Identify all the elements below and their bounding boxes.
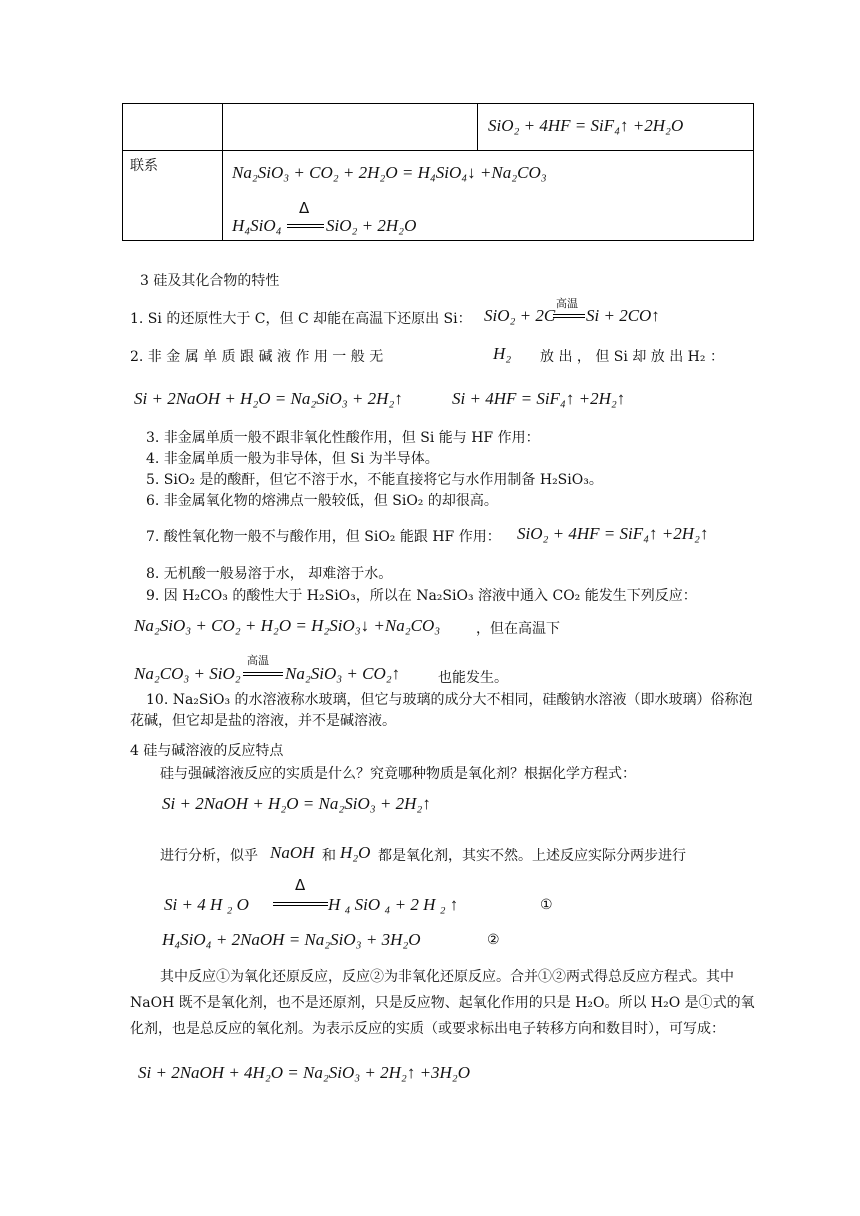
heat-condition: Δ: [295, 876, 306, 894]
analysis-naoh: NaOH: [270, 843, 315, 862]
final-equation: Si + 2NaOH + 4H₂O = Na₂SiO₃ + 2H₂↑ +3H₂O: [138, 1063, 470, 1082]
table-row2-label: 联系: [130, 158, 158, 174]
item1-eq-left: SiO₂ + 2C: [484, 306, 556, 325]
table-row2-equation-1: Na₂SiO₃ + CO₂ + 2H₂O = H₄SiO₄↓ +Na₂CO₃: [232, 163, 547, 182]
item9: 9. 因 H₂CO₃ 的酸性大于 H₂SiO₃，所以在 Na₂SiO₃ 溶液中通入 CO₂ 能发生下列反应：: [146, 588, 697, 604]
section4-heading: 4 硅与碱溶液的反应特点: [130, 743, 284, 759]
equilibrium-bar: [243, 672, 283, 676]
item5: 5. SiO₂ 是的酸酐，但它不溶于水，不能直接将它与水作用制备 H₂SiO₃。: [146, 472, 603, 488]
table-right-border: [753, 103, 754, 241]
table-col-divider: [222, 103, 223, 241]
step2-equation: H₄SiO₄ + 2NaOH = Na₂SiO₃ + 3H₂O: [162, 930, 421, 949]
item2-text-b: 放 出 ， 但 Si 却 放 出 H₂ ：: [540, 349, 724, 365]
section4-explanation: 其中反应①为氧化还原反应，反应②为非氧化还原反应。合并①②两式得总反应方程式。其中 NaOH 既不是氧化剂，也不是还原剂，只是反应物、起氧化作用的只是 H₂O。所以 H₂O 是①式的氧化剂，也是总反应的氧化剂。为表示反应的实质（或要求标出电子转移方向和数目时），可写成：: [130, 969, 755, 1037]
table-row2-equation-2-right: SiO₂ + 2H₂O: [326, 216, 417, 235]
table-mid-border: [122, 150, 754, 151]
step2-mark: ②: [487, 932, 500, 948]
item9-eq2-left: Na₂CO₃ + SiO₂: [134, 664, 241, 683]
high-temp-condition: 高温: [247, 654, 269, 667]
item9-tail: ，但在高温下: [476, 621, 560, 637]
item2-text: 2. 非 金 属 单 质 跟 碱 液 作 用 一 般 无: [130, 349, 384, 365]
item1-text: 1. Si 的还原性大于 C，但 C 却能在高温下还原出 Si：: [130, 311, 472, 327]
item7-equation: SiO₂ + 4HF = SiF₄↑ +2H₂↑: [517, 524, 709, 543]
equilibrium-bar: [273, 902, 328, 906]
item2-h2: H₂: [493, 344, 512, 363]
section4-question: 硅与强碱溶液反应的实质是什么？究竟哪种物质是氧化剂？根据化学方程式：: [160, 766, 636, 782]
heat-condition: Δ: [299, 199, 310, 217]
item4: 4. 非金属单质一般为非导体，但 Si 为半导体。: [146, 451, 439, 467]
high-temp-condition: 高温: [556, 297, 578, 310]
table-row2-equation-2-left: H₄SiO₄: [232, 216, 282, 235]
item10: 10. Na₂SiO₃ 的水溶液称水玻璃，但它与玻璃的成分大不相同，硅酸钠水溶液（即水玻璃）俗称泡花碱，但它却是盐的溶液，并不是碱溶液。: [130, 692, 753, 729]
equilibrium-bar: [553, 314, 585, 318]
section4-main-equation: Si + 2NaOH + H₂O = Na₂SiO₃ + 2H₂↑: [162, 794, 431, 813]
item9-eq2-right: Na₂SiO₃ + CO₂↑: [285, 664, 401, 683]
item3: 3. 非金属单质一般不跟非氧化性酸作用，但 Si 能与 HF 作用：: [146, 430, 540, 446]
table-left-border: [122, 103, 123, 241]
table-col-divider-2: [477, 103, 478, 151]
step1-right: H ₄ SiO ₄ + 2 H ₂ ↑: [328, 895, 459, 914]
table-row1-equation: SiO₂ + 4HF = SiF₄↑ +2H₂O: [488, 116, 684, 135]
step1-mark: ①: [540, 897, 553, 913]
analysis-c: 都是氧化剂，其实不然。上述反应实际分两步进行: [378, 848, 686, 864]
table-bottom-border: [122, 240, 754, 241]
item7-text: 7. 酸性氧化物一般不与酸作用，但 SiO₂ 能跟 HF 作用：: [146, 529, 501, 545]
item6: 6. 非金属氧化物的熔沸点一般较低，但 SiO₂ 的却很高。: [146, 493, 498, 509]
analysis-b: 和: [322, 848, 336, 864]
item8: 8. 无机酸一般易溶于水， 却难溶于水。: [146, 566, 393, 582]
item9-eq2-tail: 也能发生。: [438, 670, 508, 686]
item9-equation: Na₂SiO₃ + CO₂ + H₂O = H₂SiO₃↓ +Na₂CO₃: [134, 616, 441, 635]
item2-equation-1: Si + 2NaOH + H₂O = Na₂SiO₃ + 2H₂↑: [134, 389, 403, 408]
analysis-a: 进行分析，似乎: [160, 848, 258, 864]
table-top-border: [122, 103, 754, 104]
section3-heading: 3 硅及其化合物的特性: [140, 273, 280, 289]
item1-eq-right: Si + 2CO↑: [586, 306, 660, 325]
equilibrium-bar: [287, 224, 324, 228]
item2-equation-2: Si + 4HF = SiF₄↑ +2H₂↑: [452, 389, 626, 408]
analysis-h2o: H₂O: [340, 843, 371, 862]
step1-left: Si + 4 H ₂ O: [164, 895, 249, 914]
